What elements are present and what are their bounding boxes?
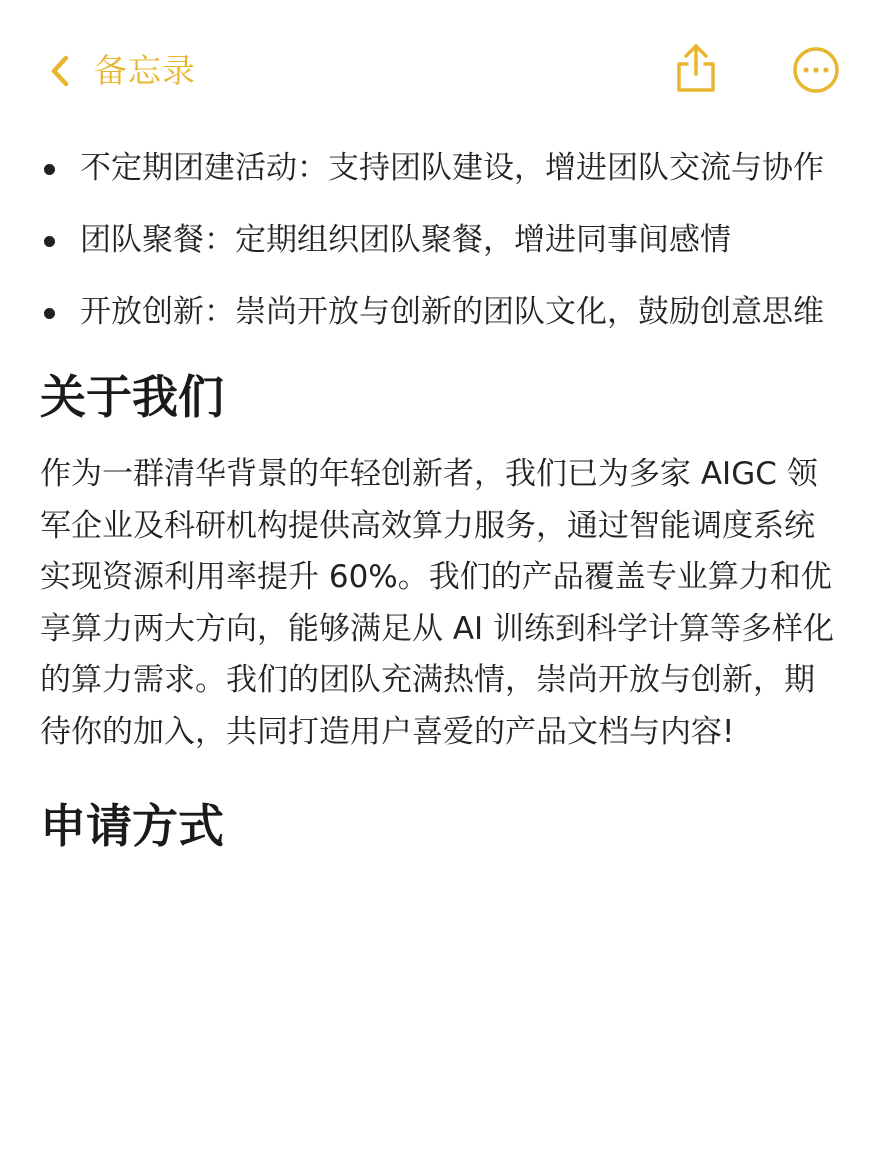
- share-button[interactable]: [674, 42, 718, 94]
- about-heading: 关于我们: [40, 370, 224, 424]
- bullet-dot: [44, 308, 55, 319]
- navigation-bar: [0, 0, 880, 140]
- note-content[interactable]: [40, 142, 840, 878]
- more-button[interactable]: [792, 46, 840, 94]
- back-button[interactable]: [48, 44, 196, 98]
- list-item-text: 开放创新：崇尚开放与创新的团队文化，鼓励创意思维: [80, 294, 824, 330]
- chevron-left-icon: [48, 54, 74, 88]
- share-icon: [674, 42, 718, 94]
- list-item: [40, 286, 840, 339]
- list-item: [40, 142, 840, 195]
- benefits-list: [40, 142, 840, 339]
- back-label: 备忘录: [94, 51, 196, 90]
- apply-heading: 申请方式: [40, 799, 224, 853]
- list-item-text: 团队聚餐：定期组织团队聚餐，增进同事间感情: [80, 222, 731, 258]
- list-item: [40, 214, 840, 267]
- bullet-dot: [44, 164, 55, 175]
- bullet-dot: [44, 236, 55, 247]
- about-paragraph: 作为一群清华背景的年轻创新者，我们已为多家 AIGC 领军企业及科研机构提供高效算力服务，通过智能调度系统实现资源利用率提升 60%。我们的产品覆盖专业算力和优享算力两大方向，能够满足从 AI 训练到科学计算等多样化的算力需求。我们的团队充满热情，崇尚开放与创新，期待你的加入，共同打造用户喜爱的产品文档与内容!: [40, 456, 835, 750]
- list-item-text: 不定期团建活动：支持团队建设，增进团队交流与协作: [80, 150, 824, 186]
- more-icon: [792, 46, 840, 94]
